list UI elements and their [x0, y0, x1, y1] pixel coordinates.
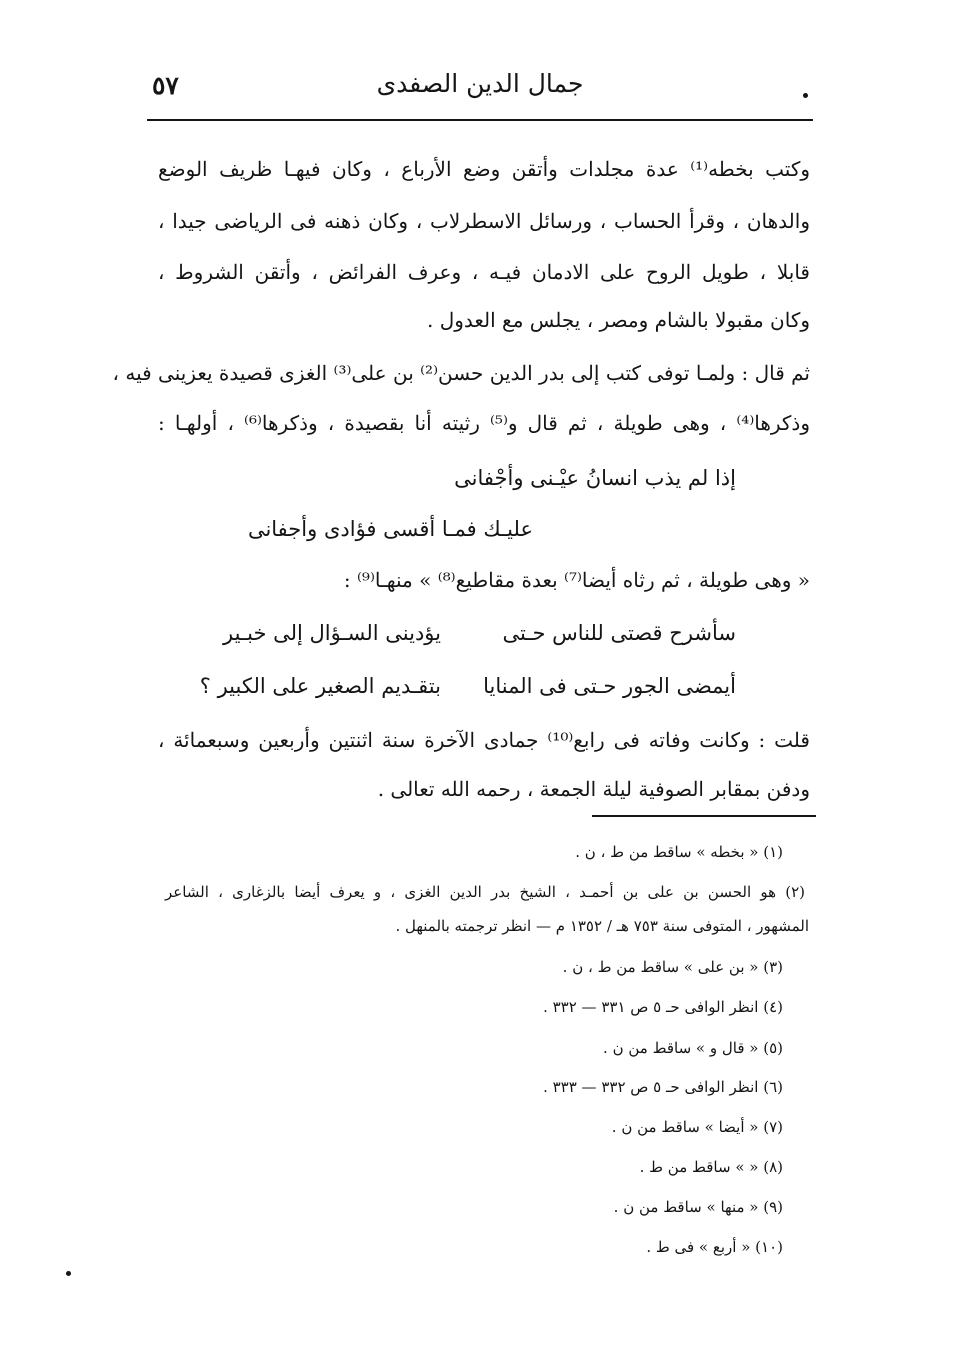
body-line: وكتب بخطه⁽¹⁾ عدة مجلدات وأتقن وضع الأرباع ، وكان فيهـا ظريف الوضع: [158, 157, 810, 181]
verse-first-hemistich: أيمضى الجور حـتى فى المنايا: [483, 674, 736, 698]
body-line: قابلا ، طويل الروح على الادمان فيـه ، وعرف الفرائض ، وأتقن الشروط ،: [158, 260, 810, 284]
body-line: قلت : وكانت وفاته فى رابع⁽¹⁰⁾ جمادى الآخرة سنة اثنتين وأربعين وسبعمائة ،: [158, 728, 810, 752]
footnote-continuation: المشهور ، المتوفى سنة ٧٥٣ هـ / ١٣٥٢ م — انظر ترجمته بالمنهل .: [395, 917, 809, 935]
footnote: (٧) « أيضا » ساقط من ن .: [611, 1118, 783, 1136]
page-number: ٥٧: [152, 71, 179, 100]
header-dot: [803, 93, 808, 98]
footnote-rule: [592, 815, 816, 817]
footnote: (١٠) « أربع » فى ط .: [646, 1238, 783, 1256]
body-line: والدهان ، وقرأ الحساب ، ورسائل الاسطرلاب ، وكان ذهنه فى الرياضى جيدا ،: [158, 209, 810, 233]
footnote: (٦) انظر الوافى حـ ٥ ص ٣٣٢ — ٣٣٣ .: [543, 1078, 783, 1096]
body-line: ودفن بمقابر الصوفية ليلة الجمعة ، رحمه الله تعالى .: [377, 777, 810, 801]
footnote: (٤) انظر الوافى حـ ٥ ص ٣٣١ — ٣٣٢ .: [543, 998, 783, 1016]
body-line: « وهى طويلة ، ثم رثاه أيضا⁽⁷⁾ بعدة مقاطيع⁽⁸⁾ » منهـا⁽⁹⁾ :: [343, 568, 810, 592]
body-line: وذكرها⁽⁴⁾ ، وهى طويلة ، ثم قال و⁽⁵⁾ رثيته أنا بقصيدة ، وذكرها⁽⁶⁾ ، أولهـا :: [158, 411, 810, 435]
verse-second-hemistich: يؤدينى السـؤال إلى خبـير: [223, 621, 441, 645]
footnote: (٥) « قال و » ساقط من ن .: [603, 1039, 783, 1057]
footnote: (٣) « بن على » ساقط من ط ، ن .: [562, 958, 783, 976]
verse-line: عليـك فمـا أقسى فؤادى وأجفانى: [247, 517, 533, 541]
footnote: (٢) هو الحسن بن على بن أحمـد ، الشيخ بدر الدين الغزى ، و يعرف أيضا بالزغارى ، الشاعر: [165, 883, 805, 901]
footnote: (٩) « منها » ساقط من ن .: [613, 1198, 783, 1216]
footnote: (١) « بخطه » ساقط من ط ، ن .: [575, 843, 783, 861]
header-rule: [147, 119, 813, 121]
verse-first-hemistich: سأشرح قصتى للناس حـتى: [502, 621, 736, 645]
margin-dot: [66, 1271, 71, 1276]
verse-second-hemistich: بتقـديم الصغير على الكبير ؟: [199, 674, 441, 698]
verse-line: إذا لم يذب انسانُ عيْـنى وأجْفانى: [454, 466, 736, 490]
body-line: وكان مقبولا بالشام ومصر ، يجلس مع العدول .: [427, 308, 810, 332]
footnote: (٨) « » ساقط من ط .: [639, 1158, 783, 1176]
body-line: ثم قال : ولمـا توفى كتب إلى بدر الدين حسن⁽²⁾ بن على⁽³⁾ الغزى قصيدة يعزينى فيه ،: [112, 361, 810, 385]
running-head-title: جمال الدين الصفدى: [376, 69, 584, 98]
